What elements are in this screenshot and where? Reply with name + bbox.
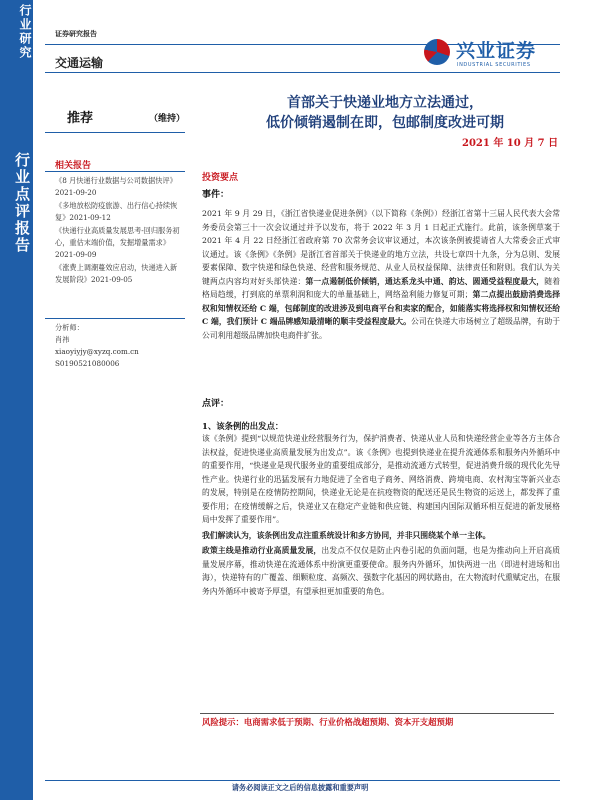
header-divider-bottom [45,72,560,73]
point1-text: 随着格局趋缓，打到底的单票利润和庞大的单量基础上，网络盈利能力修复可期； [202,276,561,299]
analyst-label: 分析师： [55,323,84,332]
point2-bold: 第二点提出鼓励消费选择权和知情权还给 C 端，包邮制度的改进涉及到电商平台和卖家的配合，如能落实将选择权和知情权还给 C 端，我们预计 C 端品牌感知最清晰的顺丰受益程度最大。 [202,290,561,326]
logo-name: 兴业证券 [456,40,537,62]
related-report-item[interactable]: 《8 月快递行业数据与公司数据快评》2021-09-20 [55,176,177,197]
comment-label: 点评： [202,399,230,409]
industry-label: 交通运输 [55,56,104,70]
policy-bold: 政策主线是推动行业高质量发展， [202,546,322,555]
footer-disclaimer: 请务必阅读正文之后的信息披露和重要声明 [231,783,369,792]
event-label: 事件： [202,190,230,200]
related-report-item[interactable]: 《快递行业高质量发展思考-回归服务初心，重估末端价值，发掘增量需求》2021-09-09 [55,226,180,259]
logo-subtitle: INDUSTRIAL SECURITIES [457,62,531,68]
subsection-1-heading: 1、该条例的出发点： [202,421,284,431]
subsection-1-text: 该《条例》提到“以规范快递业经营服务行为，保护消费者、快递从业人员和快递经营企业等各方主体合法权益，促进快递业高质量发展为出发点”。该《条例》也提到快递业在提升流通体系和服务内外循环中的重要作用，“快递业是现代服务业的重要组成部分，是推动流通方式转型，促进消费升级的现代化先导性产业。快递行业的迅猛发展有力地促进了全省电子商务、网络消费、跨境电商、农村淘宝等新兴业态的发展，特别是在疫情防控期间，快递业无论是在抗疫物资的配送还是民生物资的运送上，都发挥了重要作用；在疫情缓解之后，快递业又在稳定产业链和供应链、构建国内国际双循环相互促进的新发展格局中发挥了重要作用”。 [202,434,560,524]
report-date: 2021 年 10 月 7 日 [462,138,559,149]
policy-text: 出发点不仅仅是防止内卷引起的负面问题，也是为推动向上开启高质量发展序幕，推动快递在流通体系中扮演更重要使命。服务内外循环，加快两进一出（即进村进场和出海），快递特有的广覆盖、细颗粒度、高频次、强数字化基因的网状路由，在大物流时代熏赋定出，在服务内外循环中被寄予厚望，有望承担更加重要的角色。 [202,546,561,596]
risk-divider [200,713,554,714]
band-report-type-text: 行业点评报告 [13,152,31,254]
footer-divider [45,780,560,781]
analyst-block [55,322,185,370]
related-report-item[interactable]: 《涨费上调潮蔓效应启动，快递进入新发展阶段》2021-09-05 [55,263,178,284]
band-category-text: 行业研究 [18,4,32,60]
related-reports-list [55,175,183,287]
left-color-band [0,0,33,800]
report-title [210,93,560,133]
analyst-code: S0190521080006 [55,359,120,368]
company-logo [424,35,574,71]
rating-main: 推荐 [67,111,94,126]
analyst-name: 肖祎 [55,335,70,344]
event-text: 2021 年 9 月 29 日，《浙江省快递业促进条例》（以下简称《条例》）经浙江省第十三届人民代表大会常务委员会第三十一次会议通过并予以发布，将于 2022 年 3 月 1 日起正式施行。此前，该条例草案于 2021 年 4 月 22 日经浙江省政府第 70 次常务会议审议通过，本次该条例被提请省人大常委会正式审议通过。该《条例》《条例》是浙江省首部关于快递业的地方立法，共设七章四十九条，分为总则、发展要素保障、数字快递和绿色快递、经营和服务规范、从业人员权益保障、法律责任和附则。我们认为关键两点内容均对好头部快递： [202,209,560,286]
title-line-1: 首部关于快递业地方立法通过， [287,95,483,111]
rating-box [45,103,185,129]
related-divider [45,171,185,172]
analyst-divider [45,318,185,319]
judgement-text: 我们解读认为，该条例出发点注重系统设计和多方协同，并非只围绕某个单一主体。 [202,530,491,540]
report-kind-label: 证券研究报告 [55,30,97,38]
related-reports-heading: 相关报告 [55,161,92,171]
point2-text: 公司在快递大市场树立了超级品牌，有助于公司利用超级品牌加快电商件扩张。 [202,317,560,340]
event-paragraph [202,207,560,342]
analyst-email[interactable]: xiaoyiyjy@xyzq.com.cn [55,347,139,356]
title-line-2: 低价倾销遏制在即，包邮制度改进可期 [266,115,504,131]
risk-warning: 风险提示：电商需求低于预期、行业价格战超预期、资本开支超预期 [202,717,454,727]
point1-bold: 第一点遏制低价倾销，通达系龙头中通、韵达、圆通受益程度最大， [305,276,545,286]
logo-mark-icon [424,39,450,65]
investment-points-heading: 投资要点 [202,173,239,183]
rating-divider [45,132,185,133]
rating-note: （维持） [149,114,186,124]
subsection-1-paragraph [202,432,560,598]
related-report-item[interactable]: 《多地放松防疫旅游、出行信心持续恢复》2021-09-12 [55,201,178,222]
